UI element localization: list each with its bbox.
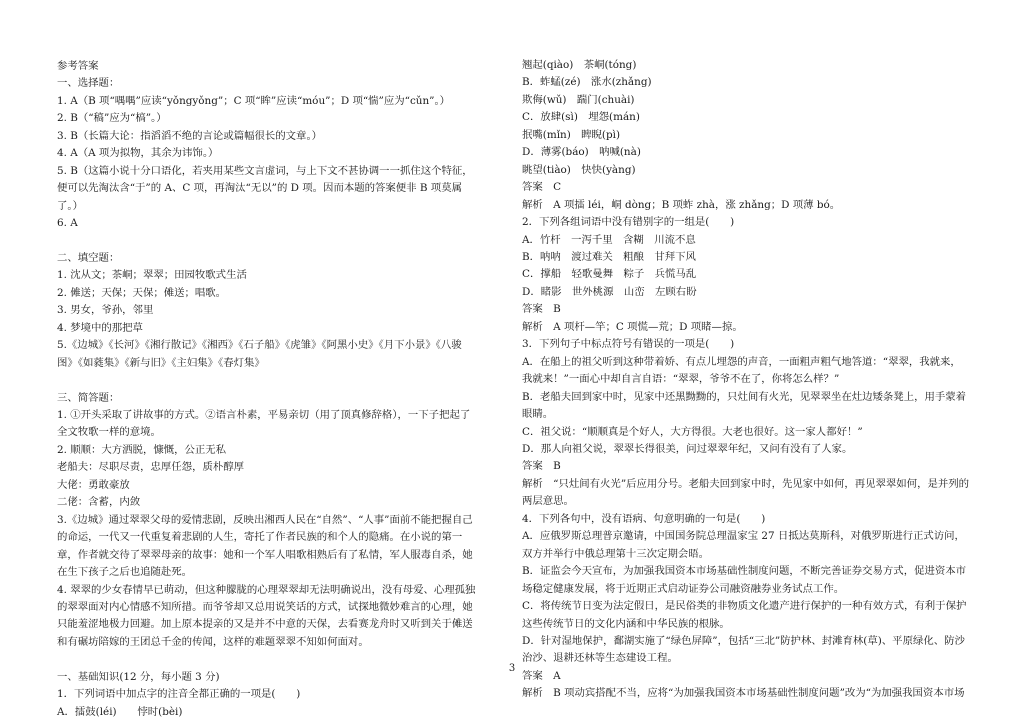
text-line: 老船夫：尽职尽责，忠厚任怨，质朴醇厚: [57, 461, 245, 474]
text-line: 1. ①开头采取了讲故事的方式。②语言朴素，平易亲切（用了顶真修辞格），一下子把起了全文牧歌一样的意境。: [57, 409, 471, 439]
text-line: 4．下列各句中，没有语病、句意明确的一句是( ): [522, 512, 766, 525]
text-line: 3. B（长篇大论：指滔滔不绝的言论或篇幅很长的文章。）: [57, 129, 323, 142]
text-line: 3．下列句子中标点符号有错误的一项是( ): [522, 338, 735, 351]
text-line: A．在船上的祖父听到这种带着娇、有点儿埋怨的声音，一面粗声粗气地答道：“翠翠，我就来，我就来！”一面心中却自言自语：“翠翠，爷爷不在了，你将怎么样？”: [522, 355, 961, 386]
text-line: 一、基础知识(12 分，每小题 3 分): [57, 670, 220, 683]
text-line: 6. A: [57, 217, 78, 230]
text-line: 1. A（B 项“喁喁”应读“yǒngyǒng”；C 项“眸”应读“móu”；D 项“惴”应为“cǔn”。）: [57, 94, 451, 107]
text-line: C．放肆(sì) 埋怨(mán): [522, 111, 640, 124]
text-line: 二佬：含蓄，内敛: [57, 496, 141, 509]
text-line: 大佬：勇敢豪放: [57, 478, 130, 491]
text-line: C．祖父说：“顺顺真是个好人，大方得很。大老也很好。这一家人都好！”: [522, 425, 863, 438]
text-line: 1．下列词语中加点字的注音全都正确的一项是( ): [57, 688, 301, 701]
text-line: 3. 男女，爷孙，邻里: [57, 304, 154, 317]
text-line: B．老船夫回到家中时，见家中还黑黝黝的，只灶间有火光，见翠翠坐在灶边矮条凳上，用手蒙着眼睛。: [522, 390, 967, 421]
blank-line: [57, 233, 477, 250]
text-line: D．睹影 世外桃源 山峦 左顾右盼: [522, 285, 697, 298]
text-line: 1. 沈从文；茶峒；翠翠；田园牧歌式生活: [57, 269, 247, 282]
text-line: D．针对湿地保护，鄱湖实施了“绿色屏障”，包括“三北”防护林、封滩育林(草)、平原绿化、防沙治沙、退耕还林等生态建设工程。: [522, 634, 965, 665]
text-line: B．证监会今天宣布，为加强我国资本市场基础性制度问题，不断完善证券交易方式，促进资本市场稳定健康发展，将于近期正式启动证券公司融资融券业务试点工作。: [522, 565, 967, 595]
text-line: 解析 “只灶间有火光”后应用分号。老船夫回到家中时，先见家中如何，再见翠翠如何，是并列的两层意思。: [522, 477, 970, 508]
text-line: 4. 梦境中的那把草: [57, 321, 143, 334]
text-line: 3.《边城》通过翠翠父母的爱情悲剧，反映出湘西人民在“自然”、“人事”面前不能把握自己的命运，一代又一代重复着悲剧的人生，寄托了作者民族的和个人的隐痛。在小说的第一章，作者就交待了翠翠母亲的故事：她和一个军人唱歌相熟后有了私情，军人服毒自杀，她在生下孩子之后也追随赴死。: [57, 513, 473, 579]
text-line: 2. B（“稿”应为“槁”。）: [57, 112, 167, 125]
blank-line: [57, 372, 477, 389]
text-line: 答案 A: [522, 669, 561, 682]
text-line: 解析 A 项杆—竿；C 项慌—荒；D 项睹—掠。: [522, 320, 743, 333]
text-line: 解析 A 项擂 léi，峒 dòng；B 项蚱 zhà，涨 zhǎng；D 项薄 bó。: [522, 198, 841, 211]
text-line: 5.《边城》《长河》《湘行散记》《湘西》《石子船》《虎雏》《阿黑小史》《月下小景》《八骏图》《如蕤集》《新与旧》《主妇集》《春灯集》: [57, 339, 462, 369]
text-line: 4. A（A 项为拟物，其余为讳饰。）: [57, 147, 219, 160]
left-column: [57, 58, 477, 721]
text-line: 二、填空题：: [57, 251, 120, 264]
text-line: 三、简答题：: [57, 391, 120, 404]
right-column: [522, 57, 970, 703]
text-line: 答案 B: [522, 460, 561, 473]
text-line: 欺侮(wǔ) 踹门(chuài): [522, 93, 635, 106]
text-line: A．擂鼓(léi) 悖时(bèi): [57, 705, 183, 718]
text-line: A．竹杆 一泻千里 含糊 川流不息: [522, 233, 696, 246]
text-line: C．将传统节日变为法定假日，是民俗类的非物质文化遗产进行保护的一种有效方式，有利于保护这些传统节日的文化内涵和中华民族的根脉。: [522, 600, 967, 630]
text-line: 答案 B: [522, 303, 561, 316]
text-line: 眺望(tiào) 快快(yàng): [522, 163, 636, 176]
text-line: 答案 C: [522, 181, 562, 194]
text-line: 翘起(qiào) 茶峒(tóng): [522, 59, 637, 71]
text-line: D．那人向祖父说，翠翠长得很美，问过翠翠年纪，又问有没有了人家。: [522, 442, 853, 455]
text-line: 5. B（这篇小说十分口语化，若夹用某些文言虚词，与上下文不甚协调一一抓住这个特征，便可以先淘汰含“于”的 A、C 项，再淘汰“无以”的 D 项。因而本题的答案便非 B 项莫属了。）: [57, 164, 473, 212]
text-line: 一、选择题：: [57, 77, 120, 90]
text-line: 抿嘴(mǐn) 睥睨(pì): [522, 128, 621, 141]
text-line: 解析 B 项动宾搭配不当，应将“为加强我国资本市场基础性制度问题”改为“为加强我国资本市场: [522, 687, 965, 700]
text-line: D．薄雾(báo) 呐喊(nà): [522, 146, 641, 159]
text-line: A．应俄罗斯总理普京邀请，中国国务院总理温家宝 27 日抵达莫斯科，对俄罗斯进行正式访问，双方并举行中俄总理第十三次定期会晤。: [522, 530, 965, 560]
text-line: 4. 翠翠的少女春情早已萌动，但这种朦胧的心理翠翠却无法明确说出，没有母爱、心理孤独的翠翠面对内心情感不知所措。而爷爷却又总用说笑话的方式，试探地微妙难言的心理，她只能羞涩地极力回避。加上原本提亲的又是并不中意的天保，去看赛龙舟时又听到关于傩送和有碾坊陪嫁的王团总千金的传闻，这样的难题翠翠不知如何面对。: [57, 583, 476, 648]
text-line: B．呐呐 渡过难关 粗酿 甘拜下风: [522, 250, 696, 263]
text-line: 2. 顺顺：大方洒脱，慷慨，公正无私: [57, 443, 227, 456]
text-line: 2. 傩送；天保；天保；傩送；唱歌。: [57, 286, 227, 299]
text-line: C．撑船 轻歌曼舞 粽子 兵慌马乱: [522, 268, 697, 281]
text-line: 参考答案: [57, 60, 99, 72]
text-line: 2．下列各组词语中没有错别字的一组是( ): [522, 216, 735, 229]
page-number: 3: [508, 663, 516, 674]
text-line: B．蚱蜢(zé) 涨水(zhǎng): [522, 76, 652, 89]
